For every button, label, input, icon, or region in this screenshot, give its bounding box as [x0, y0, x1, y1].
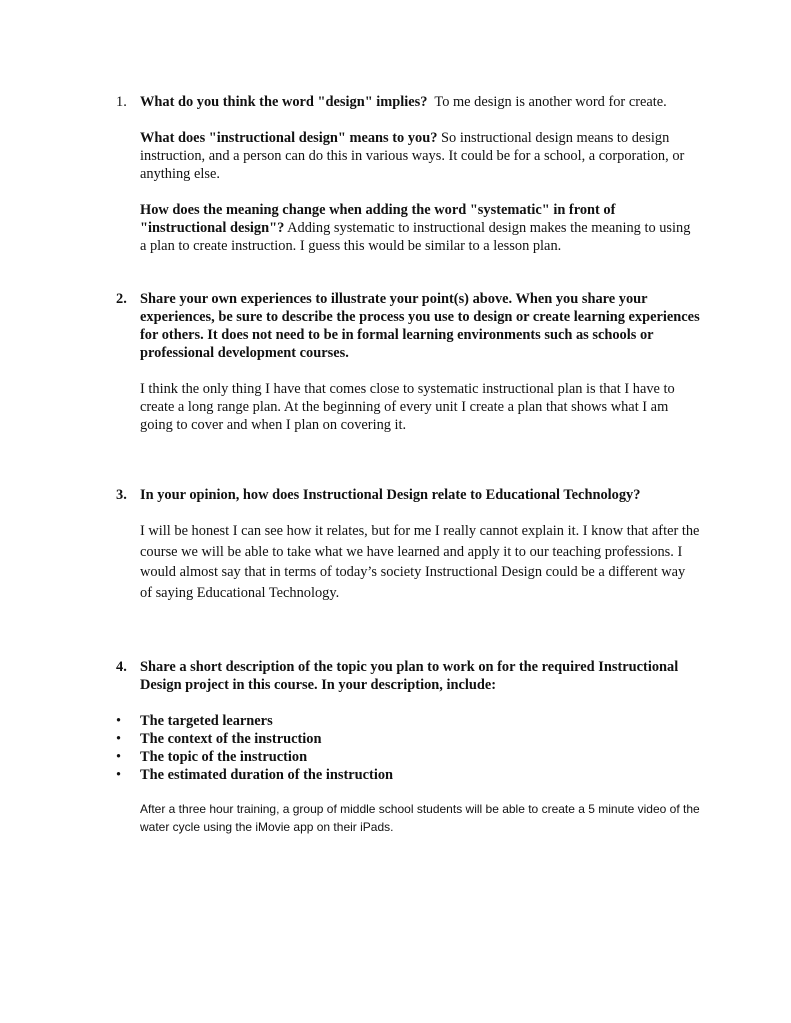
question-3-prompt: In your opinion, how does Instructional Design relate to Educational Technology?: [140, 487, 641, 503]
question-4-prompt: Share a short description of the topic you plan to work on for the required Instructional Design project in this course. In your description, include:: [140, 659, 679, 693]
question-2: [116, 290, 700, 434]
bullet-icon: •: [116, 767, 122, 783]
question-4-answer: After a three hour training, a group of middle school students will be able to create a 5 minute video of the water cycle using the iMovie app on their iPads.: [140, 802, 700, 834]
question-4: [116, 658, 700, 694]
list-item: • The targeted learners: [116, 713, 273, 729]
question-2-number: 2.: [116, 291, 127, 307]
question-1-part-1-prompt: What do you think the word "design" implies?: [140, 94, 428, 110]
list-item: • The estimated duration of the instruction: [116, 767, 394, 783]
list-item: • The topic of the instruction: [116, 749, 308, 765]
bullet-icon: •: [116, 713, 122, 729]
question-4-number: 4.: [116, 659, 127, 675]
list-item: • The context of the instruction: [116, 731, 322, 747]
question-2-prompt: Share your own experiences to illustrate your point(s) above. When you share your experiences, be sure to describe the process you use to design or create learning experiences for others. It does not need to be in formal learning environments such as schools or professional development courses.: [140, 291, 700, 361]
question-3: [116, 486, 700, 603]
bullet-icon: •: [116, 749, 122, 765]
question-4-bullet-list: [116, 712, 700, 784]
question-1-part-1: [140, 93, 700, 111]
question-1-part-3: [140, 201, 700, 255]
question-1-part-2-prompt: What does "instructional design" means to you?: [140, 130, 438, 146]
question-1-part-2: [140, 129, 700, 183]
question-2-answer: I think the only thing I have that comes close to systematic instructional plan is that I have to create a long range plan. At the beginning of every unit I create a plan that shows what I am going to cover and when I plan on covering it.: [140, 381, 675, 433]
question-3-answer: I will be honest I can see how it relates, but for me I really cannot explain it. I know that after the course we will be able to take what we have learned and apply it to our teaching professions. I would almost say that in terms of today’s society Instructional Design could be a different way of saying Educational Technology.: [140, 523, 700, 601]
question-1-part-3-prompt: How does the meaning change when adding the word "systematic" in front of "instructional design"?: [140, 202, 616, 236]
question-3-number: 3.: [116, 487, 127, 503]
bullet-icon: •: [116, 731, 122, 747]
question-1-part-2-answer: So instructional design means to design instruction, and a person can do this in various ways. It could be for a school, a corporation, or anything else.: [140, 130, 685, 182]
question-1: [116, 93, 700, 255]
question-1-part-3-answer: Adding systematic to instructional design makes the meaning to using a plan to create instruction. I guess this would be similar to a lesson plan.: [140, 220, 691, 254]
question-1-number: 1.: [116, 94, 127, 110]
question-1-part-1-answer: To me design is another word for create.: [434, 94, 667, 110]
